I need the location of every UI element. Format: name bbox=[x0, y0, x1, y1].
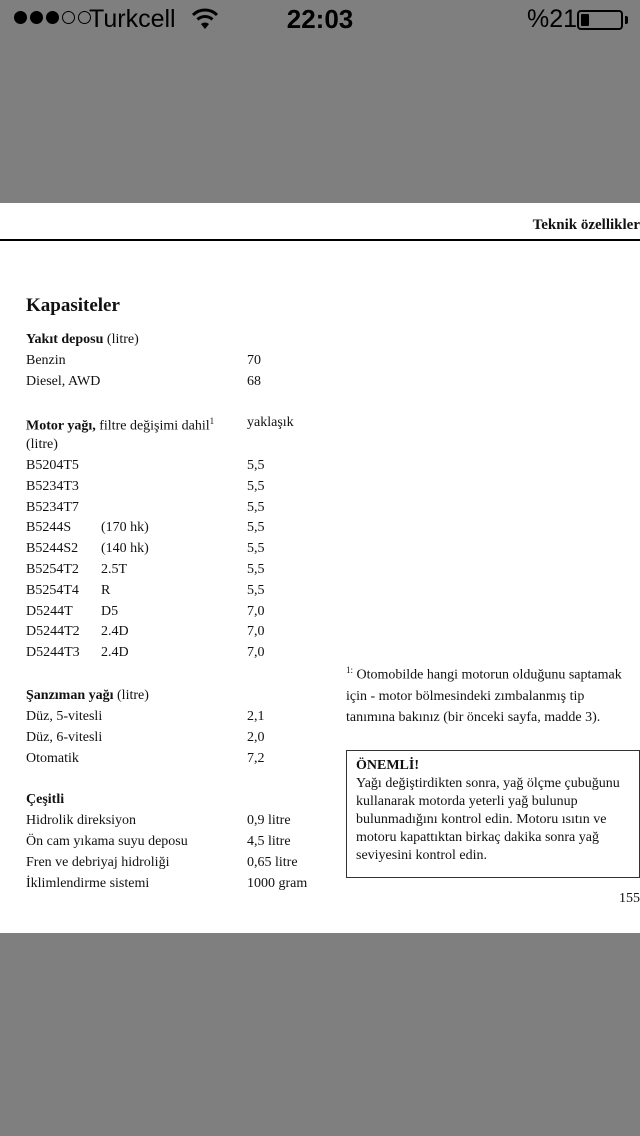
oil-row-code: B5254T2 bbox=[26, 562, 79, 577]
oil-row-variant: D5 bbox=[101, 603, 119, 619]
misc-row-value: 0,9 litre bbox=[247, 813, 291, 828]
fuel-row-value: 70 bbox=[247, 353, 261, 368]
fuel-row-label: Benzin bbox=[26, 353, 66, 368]
header-divider bbox=[0, 239, 640, 241]
fuel-heading: Yakıt deposu (litre) bbox=[26, 332, 139, 347]
important-text: Yağı değiştirdikten sonra, yağ ölçme çubuğunu kullanarak motorda yeterli yağ bulunup bulunmadığını kontrol edin. Motoru ısıtın ve motoru kapattıktan birkaç dakika sonra yağ seviyesini kontrol edin. bbox=[356, 776, 620, 863]
oil-row-code: B5234T7 bbox=[26, 499, 79, 515]
oil-row-code: D5244T3 bbox=[26, 645, 80, 661]
oil-row-code: D5244T2 bbox=[26, 624, 80, 640]
misc-row-label: Hidrolik direksiyon bbox=[26, 813, 137, 828]
page-title: Kapasiteler bbox=[26, 295, 120, 316]
oil-row-value: 5,5 bbox=[247, 499, 265, 515]
battery-level bbox=[581, 14, 589, 26]
misc-heading: Çeşitli bbox=[26, 792, 65, 807]
gear-row-value: 2,1 bbox=[247, 709, 265, 724]
oil-row-code: B5254T4 bbox=[26, 582, 79, 598]
oil-heading: Motor yağı, filtre değişimi dahil$^1$ bbox=[26, 416, 215, 434]
oil-row-code: B5244S2 bbox=[26, 541, 79, 557]
misc-row-label: İklimlendirme sistemi bbox=[26, 876, 150, 891]
oil-row-value: 5,5 bbox=[247, 520, 265, 536]
oil-row-code: D5244T bbox=[26, 603, 73, 619]
oil-row-code: B5234T3 bbox=[26, 478, 79, 494]
oil-unit: (litre) bbox=[26, 437, 58, 452]
fuel-row-label: Diesel, AWD bbox=[26, 374, 101, 389]
footnote: $^{1:}$ Otomobilde hangi motorun olduğunu saptamak için - motor bölmesindeki zımbalanmış tip tanımına bakınız (bir önceki sayfa, madde 3). bbox=[346, 665, 622, 725]
oil-row-value: 5,5 bbox=[247, 562, 265, 577]
fuel-row-value: 68 bbox=[247, 374, 261, 389]
oil-row-value: 5,5 bbox=[247, 458, 265, 473]
oil-row-value: 5,5 bbox=[247, 541, 265, 557]
important-notice bbox=[346, 750, 640, 878]
oil-row-variant: (140 hk) bbox=[101, 541, 149, 557]
oil-row-value: 7,0 bbox=[247, 645, 265, 661]
gear-row-value: 2,0 bbox=[247, 730, 265, 745]
battery-tip bbox=[625, 16, 628, 24]
gear-heading: Şanzıman yağı (litre) bbox=[26, 688, 149, 703]
misc-row-value: 1000 gram bbox=[247, 876, 308, 891]
oil-row-value: 5,5 bbox=[247, 582, 265, 598]
oil-row-value: 7,0 bbox=[247, 624, 265, 640]
oil-heading-value: yaklaşık bbox=[247, 415, 294, 430]
oil-row-value: 7,0 bbox=[247, 603, 265, 619]
oil-row-variant: 2.4D bbox=[101, 645, 129, 661]
misc-row-value: 0,65 litre bbox=[247, 855, 298, 870]
status-bar bbox=[0, 0, 640, 40]
gear-row-value: 7,2 bbox=[247, 751, 265, 766]
status-time: 22:03 bbox=[286, 4, 354, 34]
battery-percentage: %21 bbox=[527, 5, 578, 33]
page-number: 155 bbox=[619, 891, 640, 906]
gear-row-label: Düz, 6-vitesli bbox=[26, 730, 103, 745]
oil-row-variant: 2.5T bbox=[101, 562, 128, 577]
misc-row-value: 4,5 litre bbox=[247, 834, 291, 849]
oil-row-value: 5,5 bbox=[247, 478, 265, 494]
important-title: ÖNEMLİ! bbox=[356, 758, 419, 773]
oil-row-code: B5204T5 bbox=[26, 458, 79, 473]
misc-row-label: Ön cam yıkama suyu deposu bbox=[26, 834, 188, 849]
battery-icon bbox=[577, 10, 623, 30]
oil-row-variant: (170 hk) bbox=[101, 520, 149, 536]
oil-row-variant: R bbox=[101, 582, 111, 598]
oil-row-variant: 2.4D bbox=[101, 624, 129, 640]
oil-row-code: B5244S bbox=[26, 520, 72, 536]
carrier-name: Turkcell bbox=[89, 5, 176, 33]
page-header: Teknik özellikler bbox=[532, 217, 640, 233]
document-page[interactable] bbox=[0, 203, 640, 933]
gear-row-label: Otomatik bbox=[26, 751, 79, 766]
gear-row-label: Düz, 5-vitesli bbox=[26, 709, 103, 724]
misc-row-label: Fren ve debriyaj hidroliği bbox=[26, 855, 170, 870]
